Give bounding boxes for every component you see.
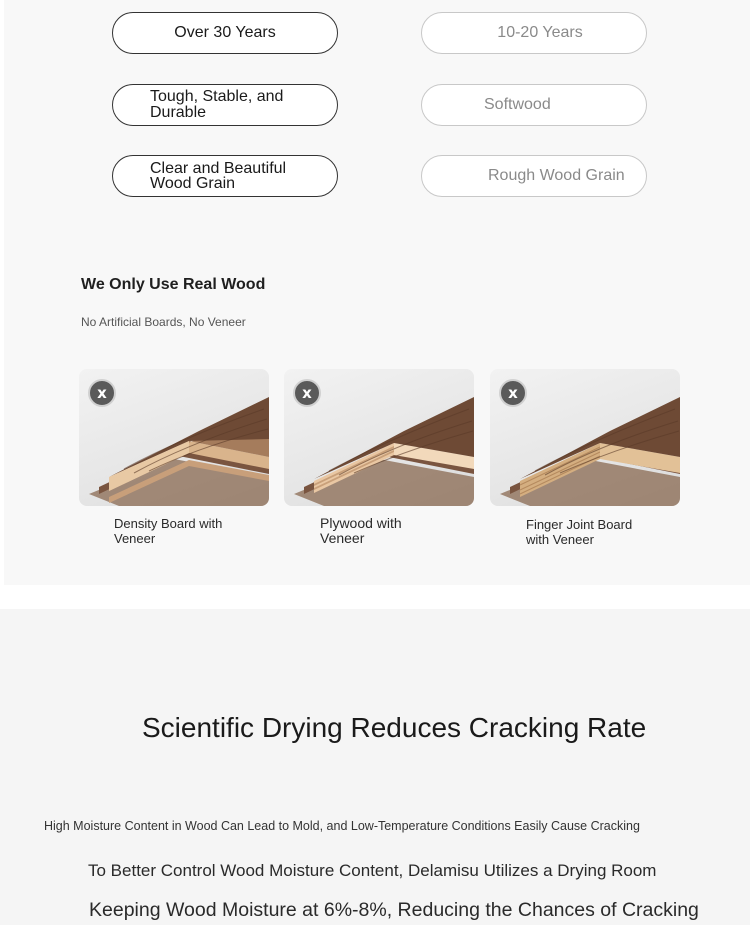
drying-description-3: Keeping Wood Moisture at 6%-8%, Reducing the Chances of Cracking	[89, 899, 699, 921]
x-icon: x	[88, 379, 116, 407]
section-subheading: No Artificial Boards, No Veneer	[81, 315, 246, 329]
drying-title: Scientific Drying Reduces Cracking Rate	[142, 712, 647, 743]
card-caption: Finger Joint Board with Veneer	[526, 517, 633, 547]
card-caption: Plywood with Veneer	[320, 515, 402, 546]
finger-joint-board-card	[490, 369, 680, 506]
feature-pill-theirs	[421, 155, 647, 197]
drying-description-1: High Moisture Content in Wood Can Lead to Mold, and Low-Temperature Conditions Easily Cause Cracking	[44, 819, 640, 833]
x-icon: x	[499, 379, 527, 407]
feature-pill-label: Softwood	[484, 96, 551, 113]
drying-description-2: To Better Control Wood Moisture Content, Delamisu Utilizes a Drying Room	[88, 861, 657, 880]
feature-pill-label: 10-20 Years	[497, 24, 583, 41]
section-heading: We Only Use Real Wood	[81, 276, 266, 293]
feature-pill-ours	[112, 12, 338, 54]
feature-pill-theirs	[421, 12, 647, 54]
density-board-card	[79, 369, 269, 506]
x-icon: x	[293, 379, 321, 407]
feature-pill-ours	[112, 84, 338, 126]
feature-pill-label: Rough Wood Grain	[488, 167, 625, 184]
plywood-card	[284, 369, 474, 506]
feature-pill-theirs	[421, 84, 647, 126]
card-caption: Density Board with Veneer	[114, 516, 223, 546]
feature-pill-label: Tough, Stable, and Durable	[150, 88, 284, 121]
feature-pill-label: Clear and Beautiful Wood Grain	[150, 160, 287, 192]
feature-pill-ours	[112, 155, 338, 197]
feature-pill-label: Over 30 Years	[174, 24, 276, 41]
